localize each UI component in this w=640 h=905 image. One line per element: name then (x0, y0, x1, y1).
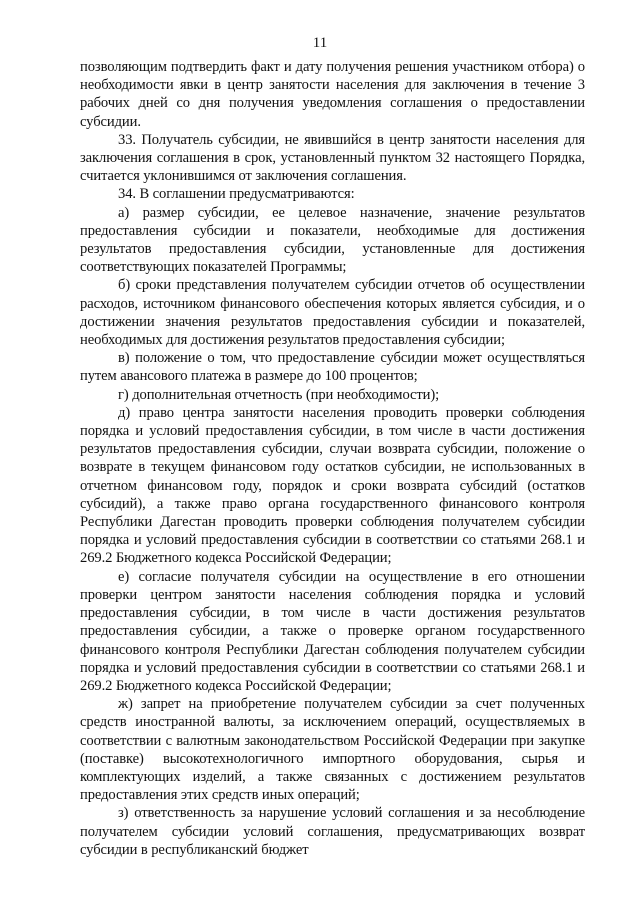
paragraph-34-a: а) размер субсидии, ее целевое назначение, значение результатов предоставления субсидии и показатели, необходимые для достижения результатов предоставления субсидии, установленные для достижения соответствующих показателей Программы; (80, 204, 585, 276)
paragraph-continuation: позволяющим подтвердить факт и дату получения решения участником отбора) о необходимости явки в центр занятости населения для заключения в течение 3 рабочих дней со дня получения уведомления соглашения о предоставлении субсидии. (80, 59, 585, 130)
paragraph-34-d: д) право центра занятости населения проводить проверки соблюдения порядка и условий предоставления субсидии, в том числе в части достижения результатов предоставления субсидии, случаи возврата субсидии, положение о возврате в текущем финансовом году остатков субсидии, не использованных в отчетном финансовом году, порядок и сроки возврата субсидий (остатков субсидий), а также право органа государственного финансового контроля Республики Дагестан проводить проверки соблюдения получателем субсидии порядка и условий предоставления субсидии в соответствии со статьями 268.1 и 269.2 Бюджетного кодекса Российской Федерации; (80, 404, 585, 567)
page-number: 11 (312, 35, 328, 51)
paragraph-33: 33. Получатель субсидии, не явившийся в центр занятости населения для заключения соглашения в срок, установленный пунктом 32 настоящего Порядка, считается уклонившимся от заключения соглашения. (80, 131, 585, 185)
paragraph-34-g: г) дополнительная отчетность (при необходимости); (118, 386, 440, 403)
paragraph-34-z: з) ответственность за нарушение условий соглашения и за несоблюдение получателем субсидии условий соглашения, предусматривающих возврат субсидии в республиканский бюджет (80, 805, 585, 858)
paragraph-34-v: в) положение о том, что предоставление субсидии может осуществляться путем авансового платежа в размере до 100 процентов; (80, 350, 585, 385)
paragraph-34-zh: ж) запрет на приобретение получателем субсидии за счет полученных средств иностранной валюты, за исключением операций, осуществляемых в соответствии с валютным законодательством Российской Федерации при закупке (поставке) высокотехнологичного импортного оборудования, сырья и комплектующих изделий, а также связанных с достижением результатов предоставления этих средств иных операций; (80, 696, 585, 804)
paragraph-34-b: б) сроки представления получателем субсидии отчетов об осуществлении расходов, источником финансового обеспечения которых является субсидия, и о достижении значения результатов предоставления субсидии и показателей, необходимых для достижения результатов предоставления субсидии; (80, 277, 585, 349)
paragraph-34-e: е) согласие получателя субсидии на осуществление в его отношении проверки центром занятости населения соблюдения порядка и условий предоставления субсидии, в том числе в части достижения результатов предоставления субсидии, а также о проверке органом государственного финансового контроля Республики Дагестан соблюдения получателем субсидии порядка и условий предоставления субсидии в соответствии со статьями 268.1 и 269.2 Бюджетного кодекса Российской Федерации; (80, 568, 585, 694)
document-body (80, 58, 585, 859)
paragraph-34: 34. В соглашении предусматриваются: (118, 186, 355, 203)
